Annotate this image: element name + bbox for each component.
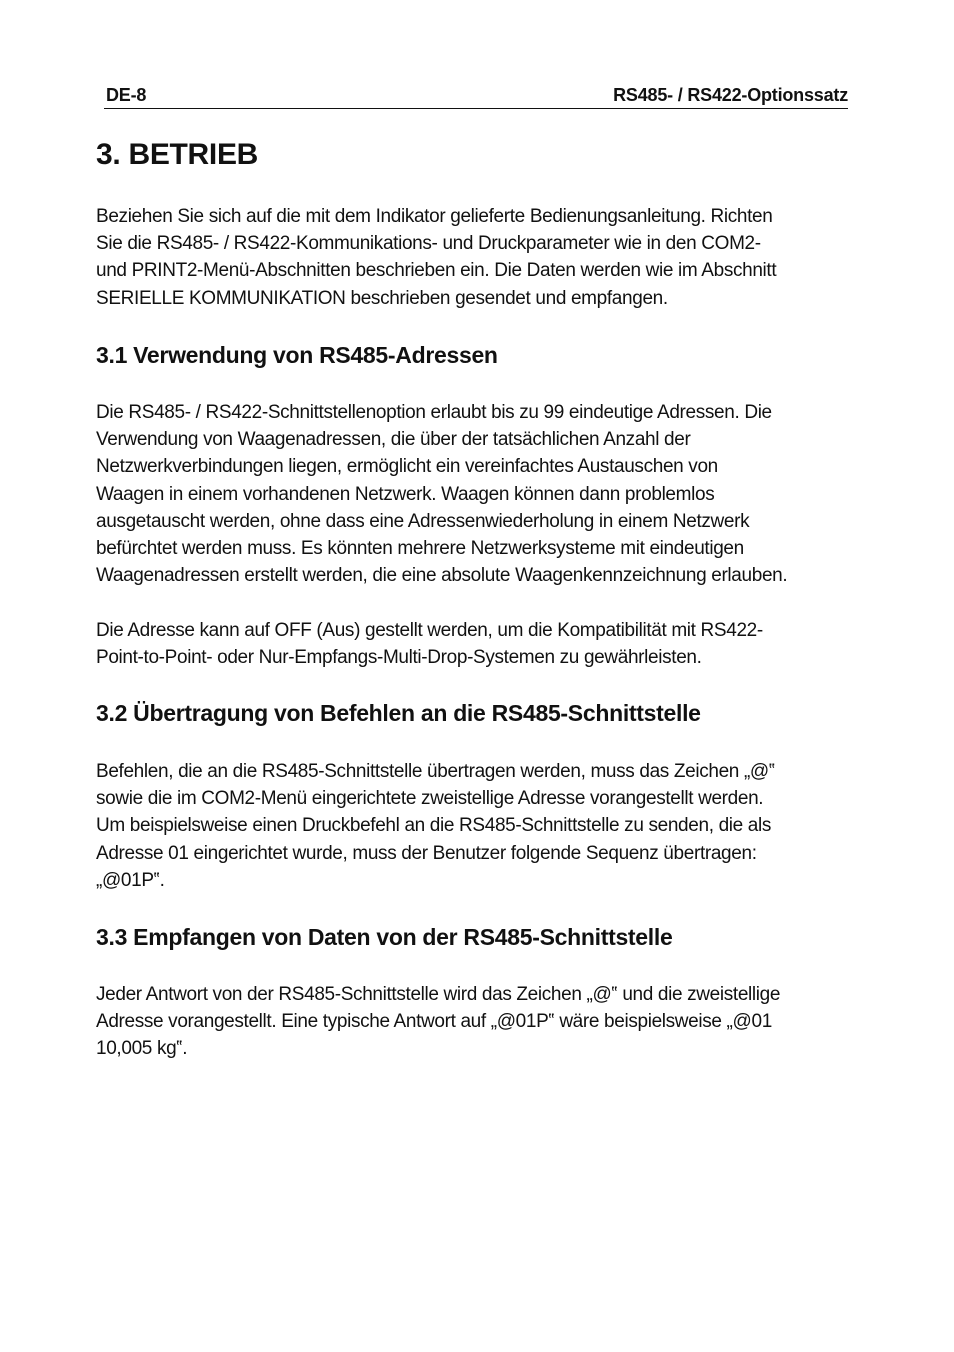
- manual-title: RS485- / RS422-Optionssatz: [613, 85, 848, 105]
- section-3-1-paragraph-2: [96, 617, 876, 671]
- section-heading-3-2: 3.2 Übertragung von Befehlen an die RS485-Schnittstelle: [96, 700, 701, 726]
- chapter-title: 3. BETRIEB: [96, 138, 259, 171]
- text-line: Die RS485- / RS422-Schnittstellenoption erlaubt bis zu 99 eindeutige Adressen. Die: [96, 402, 772, 423]
- text-line: sowie die im COM2-Menü eingerichtete zweistellige Adresse vorangestellt werden.: [96, 788, 764, 810]
- text-line: Sie die RS485- / RS422-Kommunikations- und Druckparameter wie in den COM2-: [96, 233, 761, 255]
- text-line: Um beispielsweise einen Druckbefehl an die RS485-Schnittstelle zu senden, die als: [96, 815, 772, 837]
- text-line: Waagenadressen erstellt werden, die eine absolute Waagenkennzeichnung erlauben.: [96, 565, 788, 587]
- chapter-intro: [96, 203, 876, 312]
- section-heading-3-3: 3.3 Empfangen von Daten von der RS485-Schnittstelle: [96, 924, 673, 950]
- text-line: Netzwerkverbindungen liegen, ermöglicht ein vereinfachtes Austauschen von: [96, 456, 718, 478]
- text-line: SERIELLE KOMMUNIKATION beschrieben gesendet und empfangen.: [96, 287, 668, 309]
- text-line: und PRINT2-Menü-Abschnitten beschrieben ein. Die Daten werden wie im Abschnitt: [96, 260, 777, 282]
- page-number: DE-8: [106, 85, 147, 105]
- text-line: Die Adresse kann auf OFF (Aus) gestellt werden, um die Kompatibilität mit RS422-: [96, 620, 763, 641]
- text-line: 10,005 kg‟.: [96, 1038, 188, 1060]
- text-line: Beziehen Sie sich auf die mit dem Indikator gelieferte Bedienungsanleitung. Richten: [96, 206, 773, 227]
- section-heading-3-1: 3.1 Verwendung von RS485-Adressen: [96, 342, 498, 368]
- text-line: Befehlen, die an die RS485-Schnittstelle übertragen werden, muss das Zeichen „@‟: [96, 761, 775, 782]
- text-line: Adresse vorangestellt. Eine typische Antwort auf „@01P‟ wäre beispielsweise „@01: [96, 1011, 772, 1033]
- section-3-2-paragraph: [96, 758, 876, 894]
- text-line: „@01P‟.: [96, 869, 165, 891]
- text-line: Adresse 01 eingerichtet wurde, muss der Benutzer folgende Sequenz übertragen:: [96, 842, 757, 864]
- text-line: Point-to-Point- oder Nur-Empfangs-Multi-Drop-Systemen zu gewährleisten.: [96, 647, 702, 669]
- text-line: ausgetauscht werden, ohne dass eine Adressenwiederholung in einem Netzwerk: [96, 510, 750, 532]
- text-line: Jeder Antwort von der RS485-Schnittstelle wird das Zeichen „@‟ und die zweistellige: [96, 984, 781, 1005]
- text-line: Waagen in einem vorhandenen Netzwerk. Waagen können dann problemlos: [96, 483, 715, 505]
- page-header: [104, 84, 848, 109]
- text-line: befürchtet werden muss. Es könnten mehrere Netzwerksysteme mit eindeutigen: [96, 538, 744, 560]
- section-3-3-paragraph: [96, 981, 876, 1063]
- section-3-1-paragraph-1: [96, 399, 876, 589]
- text-line: Verwendung von Waagenadressen, die über der tatsächlichen Anzahl der: [96, 429, 691, 451]
